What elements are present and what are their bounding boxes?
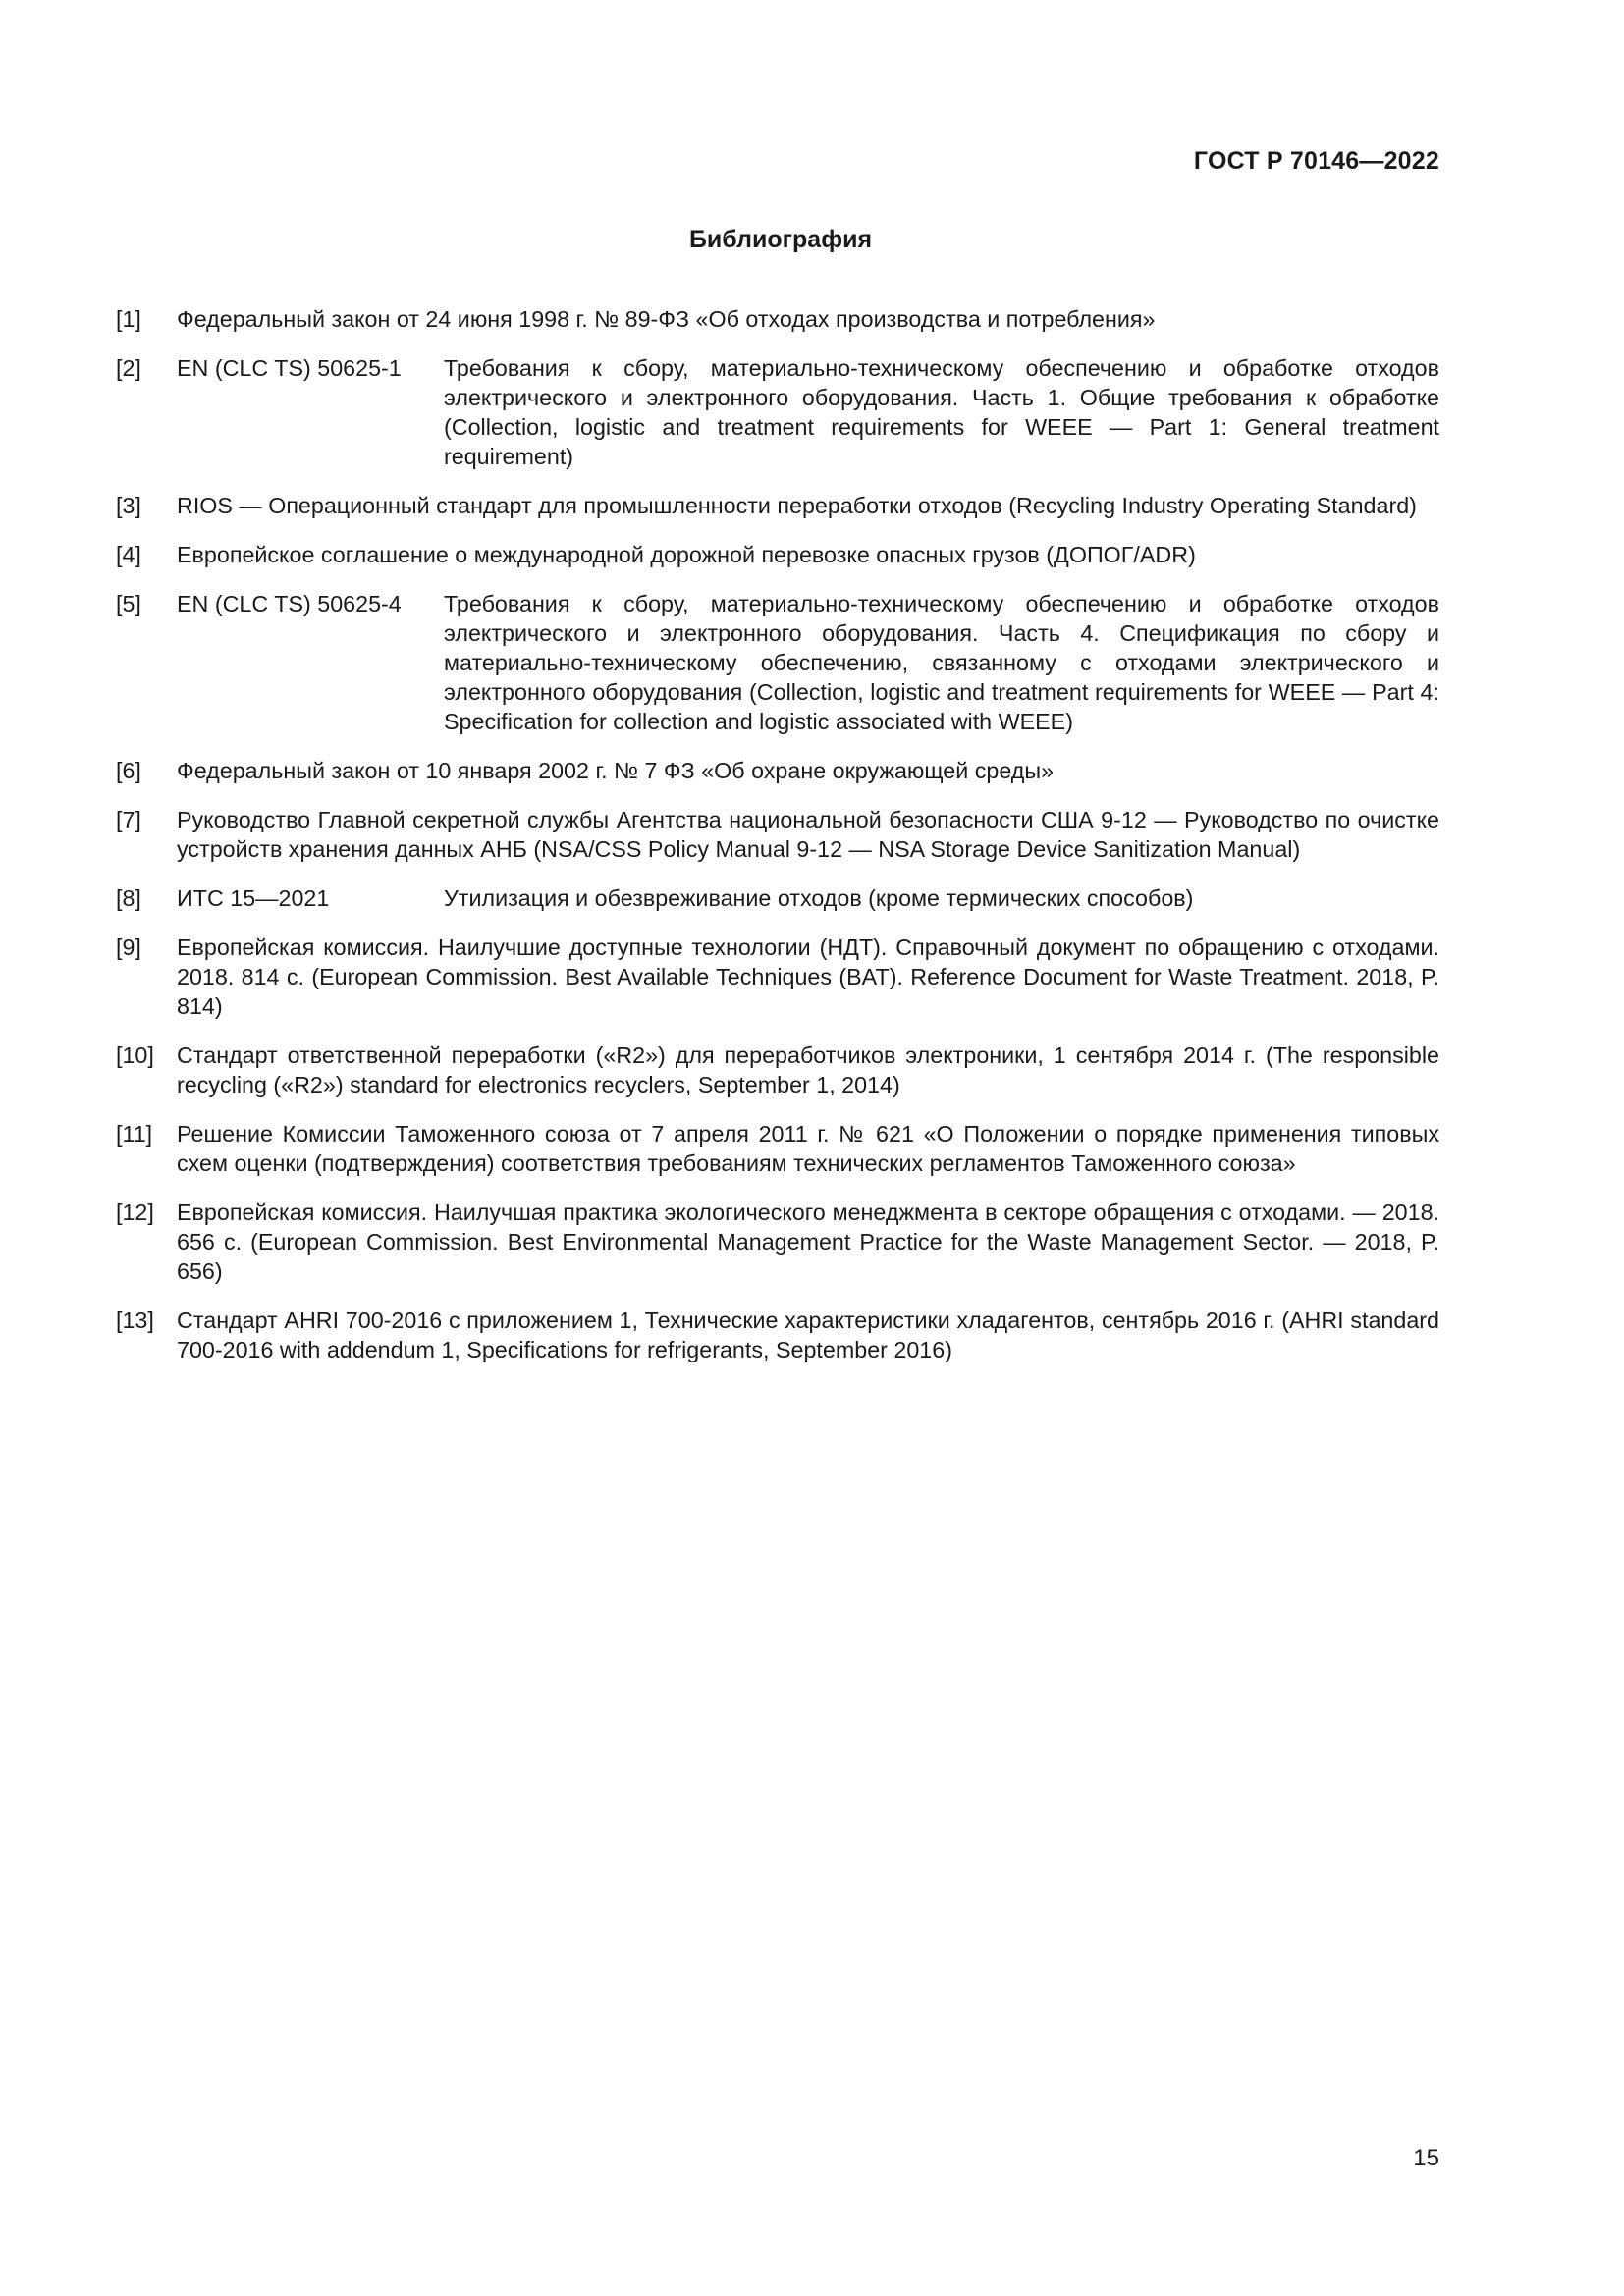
document-standard-code: ГОСТ Р 70146—2022	[1193, 147, 1439, 175]
entry-document-code: ИТС 15—2021	[177, 885, 330, 911]
entry-document-code: EN (CLC TS) 50625-1	[177, 355, 402, 381]
bibliography-entry	[116, 1041, 1439, 1099]
bibliography-entry	[116, 1198, 1439, 1286]
entry-text: Руководство Главной секретной службы Агентства национальной безопасности США 9-12 — Руководство по очистке устройств хранения данных АНБ (NSA/CSS Policy Manual 9-12 — NSA Storage Device Sanitization Manual)	[177, 807, 1439, 862]
bibliography-entry	[116, 540, 1439, 569]
bibliography-entry	[116, 1306, 1439, 1364]
entry-number: [7]	[116, 807, 141, 832]
entry-number: [6]	[116, 758, 141, 783]
bibliography-heading: Библиография	[688, 226, 873, 253]
bibliography-entry	[116, 304, 1439, 334]
entry-text: Европейская комиссия. Наилучшие доступные технологии (НДТ). Справочный документ по обращению с отходами. 2018. 814 с. (European Commission. Best Available Techniques (BAT). Reference Document for Waste Treatment. 2018, P. 814)	[177, 934, 1439, 1019]
bibliography-entry	[116, 491, 1439, 520]
entry-number: [4]	[116, 542, 141, 567]
entry-number: [1]	[116, 306, 141, 332]
bibliography-entry	[116, 805, 1439, 864]
entry-text: Утилизация и обезвреживание отходов (кроме термических способов)	[444, 885, 1194, 911]
entry-number: [13]	[116, 1308, 154, 1333]
entry-text: Европейское соглашение о международной дорожной перевозке опасных грузов (ДОПОГ/ADR)	[177, 542, 1196, 567]
entry-number: [5]	[116, 591, 141, 616]
entry-text: Европейская комиссия. Наилучшая практика экологического менеджмента в секторе обращения с отходами. — 2018. 656 с. (European Commission. Best Environmental Management Practice for the Waste Management Sector. — 2018, P. 656)	[177, 1200, 1439, 1284]
entry-number: [11]	[116, 1121, 153, 1147]
entry-number: [12]	[116, 1200, 154, 1225]
bibliography-entry	[116, 883, 1439, 913]
entry-text: Федеральный закон от 10 января 2002 г. № 7 ФЗ «Об охране окружающей среды»	[177, 758, 1055, 783]
entry-text: RIOS — Операционный стандарт для промышленности переработки отходов (Recycling Industry Operating Standard)	[177, 493, 1417, 518]
entry-number: [8]	[116, 885, 141, 911]
entry-text: Решение Комиссии Таможенного союза от 7 апреля 2011 г. № 621 «О Положении о порядке применения типовых схем оценки (подтверждения) соответствия требованиям технических регламентов Таможенного союза»	[177, 1121, 1439, 1176]
entry-number: [9]	[116, 934, 141, 960]
bibliography-list	[116, 304, 1439, 1384]
entry-number: [3]	[116, 493, 141, 518]
entry-text: Федеральный закон от 24 июня 1998 г. № 89-ФЗ «Об отходах производства и потребления»	[177, 306, 1156, 332]
entry-text: Требования к сбору, материально-техническому обеспечению и обработке отходов электрического и электронного оборудования. Часть 4. Спецификация по сбору и материально-техническому обеспечению, связанному с отходами электрического и электронного оборудования (Collection, logistic and treatment requirements for WEEE — Part 4: Specification for collection and logistic associated with WEEE)	[444, 591, 1439, 734]
bibliography-entry	[116, 589, 1439, 736]
bibliography-entry	[116, 1119, 1439, 1178]
bibliography-entry	[116, 933, 1439, 1021]
entry-number: [2]	[116, 355, 141, 381]
entry-text: Стандарт AHRI 700-2016 с приложением 1, Технические характеристики хладагентов, сентябрь 2016 г. (AHRI standard 700-2016 with addendum 1, Specifications for refrigerants, September 2016)	[177, 1308, 1439, 1362]
entry-document-code: EN (CLC TS) 50625-4	[177, 591, 402, 616]
page-number: 15	[1413, 2145, 1439, 2171]
entry-text: Требования к сбору, материально-техническому обеспечению и обработке отходов электрического и электронного оборудования. Часть 1. Общие требования к обработке (Collection, logistic and treatment requirements for WEEE — Part 1: General treatment requirement)	[444, 355, 1439, 469]
bibliography-entry	[116, 756, 1439, 785]
bibliography-entry	[116, 353, 1439, 471]
entry-number: [10]	[116, 1042, 154, 1068]
entry-text: Стандарт ответственной переработки («R2») для переработчиков электроники, 1 сентября 2014 г. (The responsible recycling («R2») standard for electronics recyclers, September 1, 2014)	[177, 1042, 1439, 1097]
